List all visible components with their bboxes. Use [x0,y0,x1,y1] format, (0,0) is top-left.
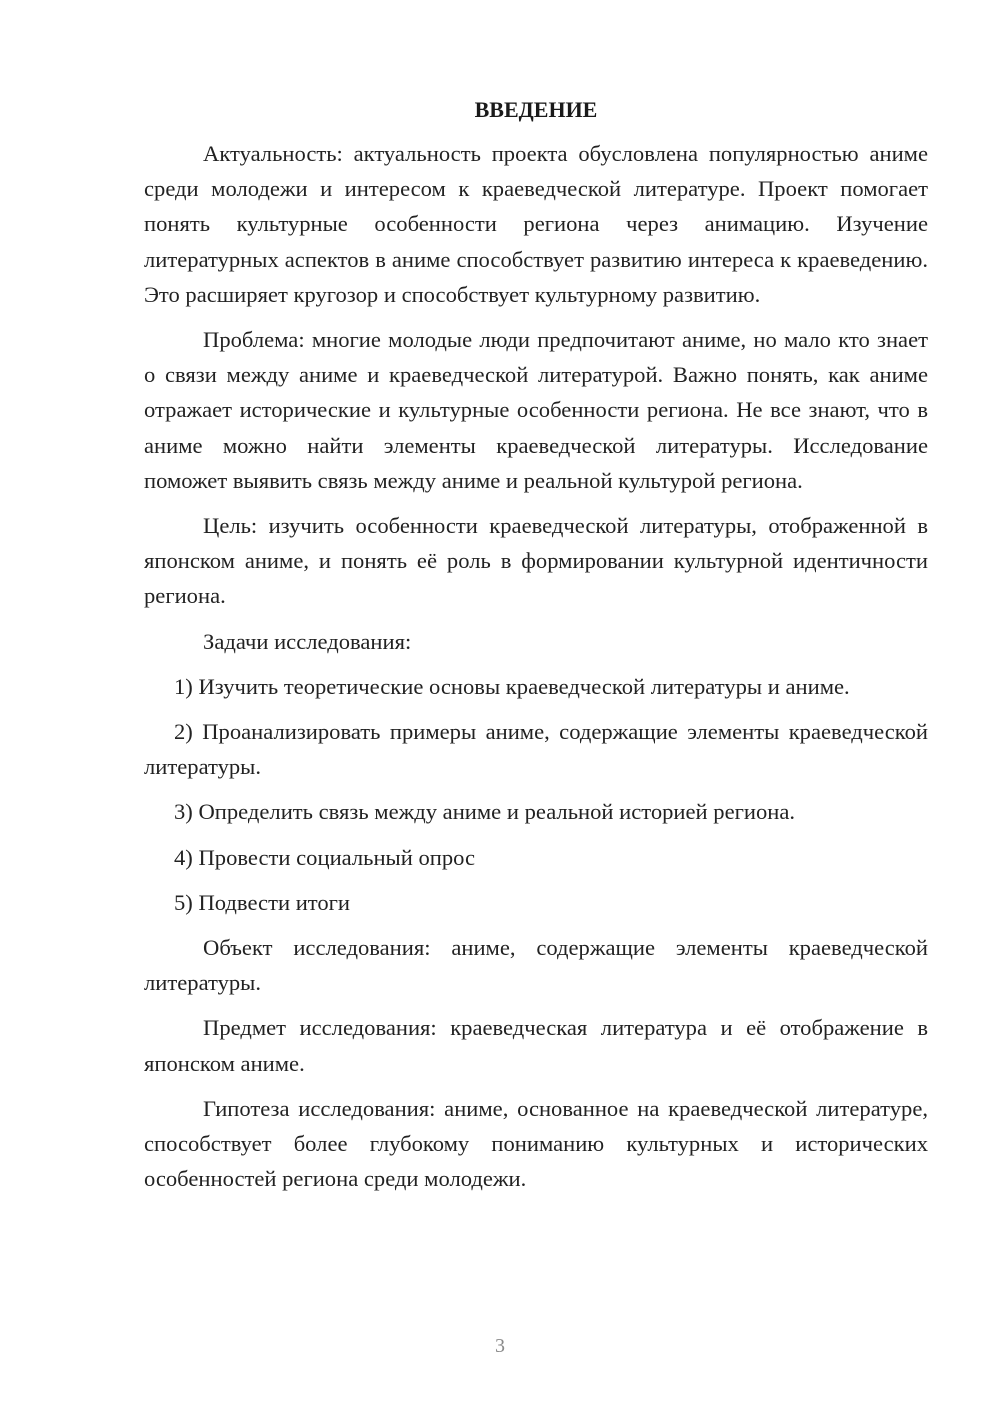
paragraph-hypothesis: Гипотеза исследования: аниме, основанное на краеведческой литературе, способствует более глубокому пониманию культурных и исторических особенностей региона среди молодежи. [144,1095,928,1192]
task-item: 1) Изучить теоретические основы краеведческой литературы и аниме. [174,673,850,699]
task-item: 5) Подвести итоги [174,889,351,915]
task-item: 3) Определить связь между аниме и реальной историей региона. [174,799,796,825]
paragraph-subject: Предмет исследования: краеведческая литература и её отображение в японском аниме. [144,1015,928,1076]
paragraph-goal: Цель: изучить особенности краеведческой литературы, отображенной в японском аниме, и понять её роль в формировании культурной идентичности региона. [144,513,928,609]
page-number: 3 [495,1335,505,1357]
section-title: ВВЕДЕНИЕ [474,97,598,122]
task-item: 2) Проанализировать примеры аниме, содержащие элементы краеведческой литературы. [144,719,928,780]
paragraph-problem: Проблема: многие молодые люди предпочитают аниме, но мало кто знает о связи между аниме и краеведческой литературой. Важно понять, как аниме отражает исторические и культурные особенности региона. Не все знают, что в аниме можно найти элементы краеведческой литературы. Исследование поможет выявить связь между аниме и реальной культурой региона. [144,327,928,493]
paragraph-tasks-heading: Задачи исследования: [203,628,412,654]
paragraph-relevance: Актуальность: актуальность проекта обусловлена популярностью аниме среди молодежи и интересом к краеведческой литературе. Проект помогает понять культурные особенности региона через анимацию. Изучение литературных аспектов в аниме способствует развитию интереса к краеведению. Это расширяет кругозор и способствует культурному развитию. [144,141,928,307]
paragraph-object: Объект исследования: аниме, содержащие элементы краеведческой литературы. [144,935,928,996]
page-content [144,92,928,1196]
task-item: 4) Провести социальный опрос [174,844,476,870]
